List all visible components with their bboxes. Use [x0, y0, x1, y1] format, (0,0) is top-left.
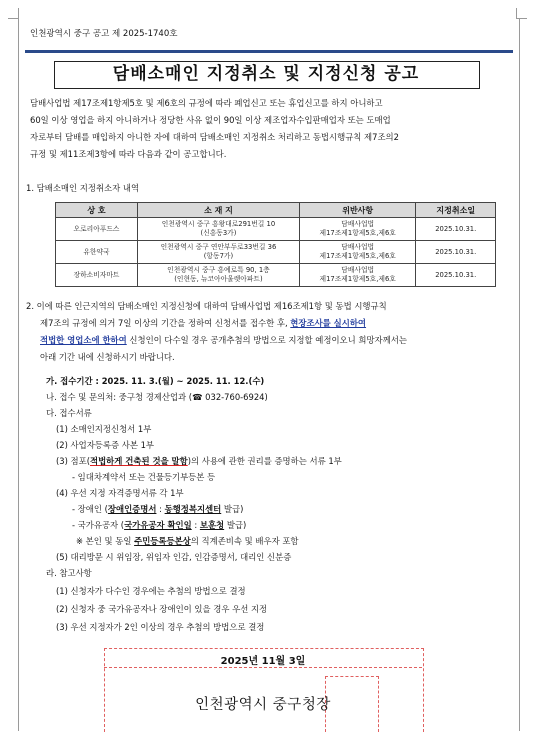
table-row — [56, 218, 496, 241]
section2-line: 아래 기간 내에 신청하시기 바랍니다. — [40, 352, 175, 362]
cell-name: 유한약국 — [56, 241, 138, 264]
document-item: (2) 사업자등록증 사본 1부 — [56, 440, 154, 450]
cell-violation — [299, 264, 416, 287]
table-row — [56, 241, 496, 264]
corner-mark — [516, 8, 527, 19]
intro-line: 담배사업법 제17조제1항제5호 및 제6호의 규정에 따라 폐업신고 또는 휴업신고를 하지 아니하고 — [30, 98, 383, 108]
text-run: ※ 본인 및 동일 — [76, 536, 135, 546]
cell-address — [137, 218, 299, 241]
header-rule — [25, 50, 513, 53]
section2-line — [26, 332, 514, 349]
intro-line: 자로부터 담배를 매입하지 아니한 자에 대하여 담배소매인 지정취소 처리하고 동법시행규칙 제7조의2 — [30, 132, 399, 142]
document-number: 인천광역시 중구 공고 제 2025-1740호 — [30, 29, 178, 39]
page-border-right — [519, 18, 520, 731]
violation-line: 제17조제1항제5호,제6호 — [319, 252, 396, 260]
text-run: : — [191, 520, 200, 530]
address-line: (신흥동3가) — [200, 229, 237, 237]
note-item: (2) 신청자 중 국가유공자나 장애인이 있을 경우 우선 지정 — [56, 604, 268, 614]
text-run: )의 사용에 관한 권리를 증명하는 서류 1부 — [187, 456, 342, 466]
cancellation-table — [55, 202, 496, 287]
intro-paragraph — [30, 95, 514, 163]
page-border-left — [18, 18, 19, 731]
address-line: 인천광역시 중구 흥예로특 90, 1층 — [167, 266, 270, 274]
documents-heading: 다. 접수서류 — [46, 408, 92, 418]
document-subitem: - 임대차계약서 또는 건물등기부등본 등 — [72, 472, 216, 482]
violation-line: 담배사업법 — [341, 220, 375, 228]
violation-line: 제17조제1항제5호,제6호 — [319, 275, 396, 283]
violation-line: 제17조제1항제5호,제6호 — [319, 229, 396, 237]
cell-name: 오로리아푸드스 — [56, 218, 138, 241]
contact-info: 나. 접수 및 문의처: 중구청 경제산업과 (☎ 032-760-6924) — [46, 392, 268, 402]
text-run: 의 직계존비속 및 배우자 포함 — [190, 536, 299, 546]
document-item: (5) 대리방문 시 위임장, 위임자 인감, 인감증명서, 대리인 신분증 — [56, 552, 292, 562]
emphasis-text: 동행정복지센터 — [164, 504, 222, 514]
text-run: 제7조의 규정에 의거 7일 이상의 기간을 정하여 신청서를 접수한 후, — [40, 318, 291, 328]
receipt-period: 가. 접수기간 : 2025. 11. 3.(월) ~ 2025. 11. 12.(수) — [46, 376, 265, 386]
highlight-text: 적법한 영업소에 한하여 — [40, 335, 127, 345]
text-run: 발급) — [224, 520, 247, 530]
note-item: (1) 신청자가 다수인 경우에는 추첨의 방법으로 결정 — [56, 586, 246, 596]
highlight-text: 현장조사를 실시하여 — [290, 318, 367, 328]
address-line: 인천광역시 중구 연안부두로33번길 36 — [160, 243, 277, 251]
address-line: (항동7가) — [203, 252, 234, 260]
cell-address — [137, 264, 299, 287]
section1-heading: 1. 담배소매인 지정취소자 내역 — [26, 183, 140, 193]
document-item: (4) 우선 지정 자격증명서류 각 1부 — [56, 488, 184, 498]
address-line: 인천광역시 중구 흥왕대로291번길 10 — [161, 220, 276, 228]
table-header-row — [56, 203, 496, 218]
text-run: 신청인이 다수일 경우 공개추첨의 방법으로 지정할 예정이오니 희망자께서는 — [126, 335, 407, 345]
notes-heading: 라. 참고사항 — [46, 568, 92, 578]
emphasis-text: 적법하게 건축된 것을 말함 — [89, 456, 188, 466]
document-title: 담배소매인 지정취소 및 지정신청 공고 — [112, 64, 420, 84]
document-subitem — [72, 502, 243, 516]
section2-line: 2. 이에 따른 인근지역의 담배소매인 지정신청에 대하여 담배사업법 제16조제1항 및 동법 시행규칙 — [26, 301, 387, 311]
address-line: (인현동, 뉴코아아울렛아파트) — [174, 275, 263, 283]
cell-address — [137, 241, 299, 264]
document-item — [56, 454, 342, 468]
intro-line: 규정 및 제11조제3항에 따라 다음과 같이 공고합니다. — [30, 149, 227, 159]
document-item: (1) 소매인지정신청서 1부 — [56, 424, 152, 434]
issue-date: 2025년 11월 3일 — [220, 656, 306, 667]
cell-name: 장하소비자마트 — [56, 264, 138, 287]
emphasis-text: 주민등록등본상 — [134, 536, 191, 546]
section2-paragraph — [26, 298, 514, 366]
violation-line: 담배사업법 — [341, 266, 375, 274]
text-run: 발급) — [221, 504, 244, 514]
column-header: 지정취소일 — [416, 203, 496, 218]
cell-date: 2025.10.31. — [416, 218, 496, 241]
table-row — [56, 264, 496, 287]
text-run: - 장애인 ( — [72, 504, 108, 514]
column-header: 상 호 — [56, 203, 138, 218]
cell-violation — [299, 241, 416, 264]
note-item: (3) 우선 지정자가 2인 이상의 경우 추첨의 방법으로 결정 — [56, 622, 265, 632]
section2-line — [26, 315, 514, 332]
document-subitem — [72, 518, 246, 532]
cell-violation — [299, 218, 416, 241]
text-run: : — [156, 504, 165, 514]
document-note — [76, 534, 299, 548]
column-header: 소 재 지 — [137, 203, 299, 218]
emphasis-text: 장애인증명서 — [107, 504, 157, 514]
cell-date: 2025.10.31. — [416, 264, 496, 287]
text-run: (3) 점포( — [56, 456, 90, 466]
signature-divider — [104, 667, 422, 668]
cell-date: 2025.10.31. — [416, 241, 496, 264]
text-run: - 국가유공자 ( — [72, 520, 125, 530]
column-header: 위반사항 — [299, 203, 416, 218]
intro-line: 60일 이상 영업을 하지 아니하거나 정당한 사유 없이 90일 이상 제조업자수입판매업자 또는 도매업 — [30, 115, 391, 125]
emphasis-text: 국가유공자 확인일 — [124, 520, 192, 530]
violation-line: 담배사업법 — [341, 243, 375, 251]
emphasis-text: 보훈청 — [199, 520, 225, 530]
issuer-name: 인천광역시 중구청장 — [195, 697, 331, 713]
